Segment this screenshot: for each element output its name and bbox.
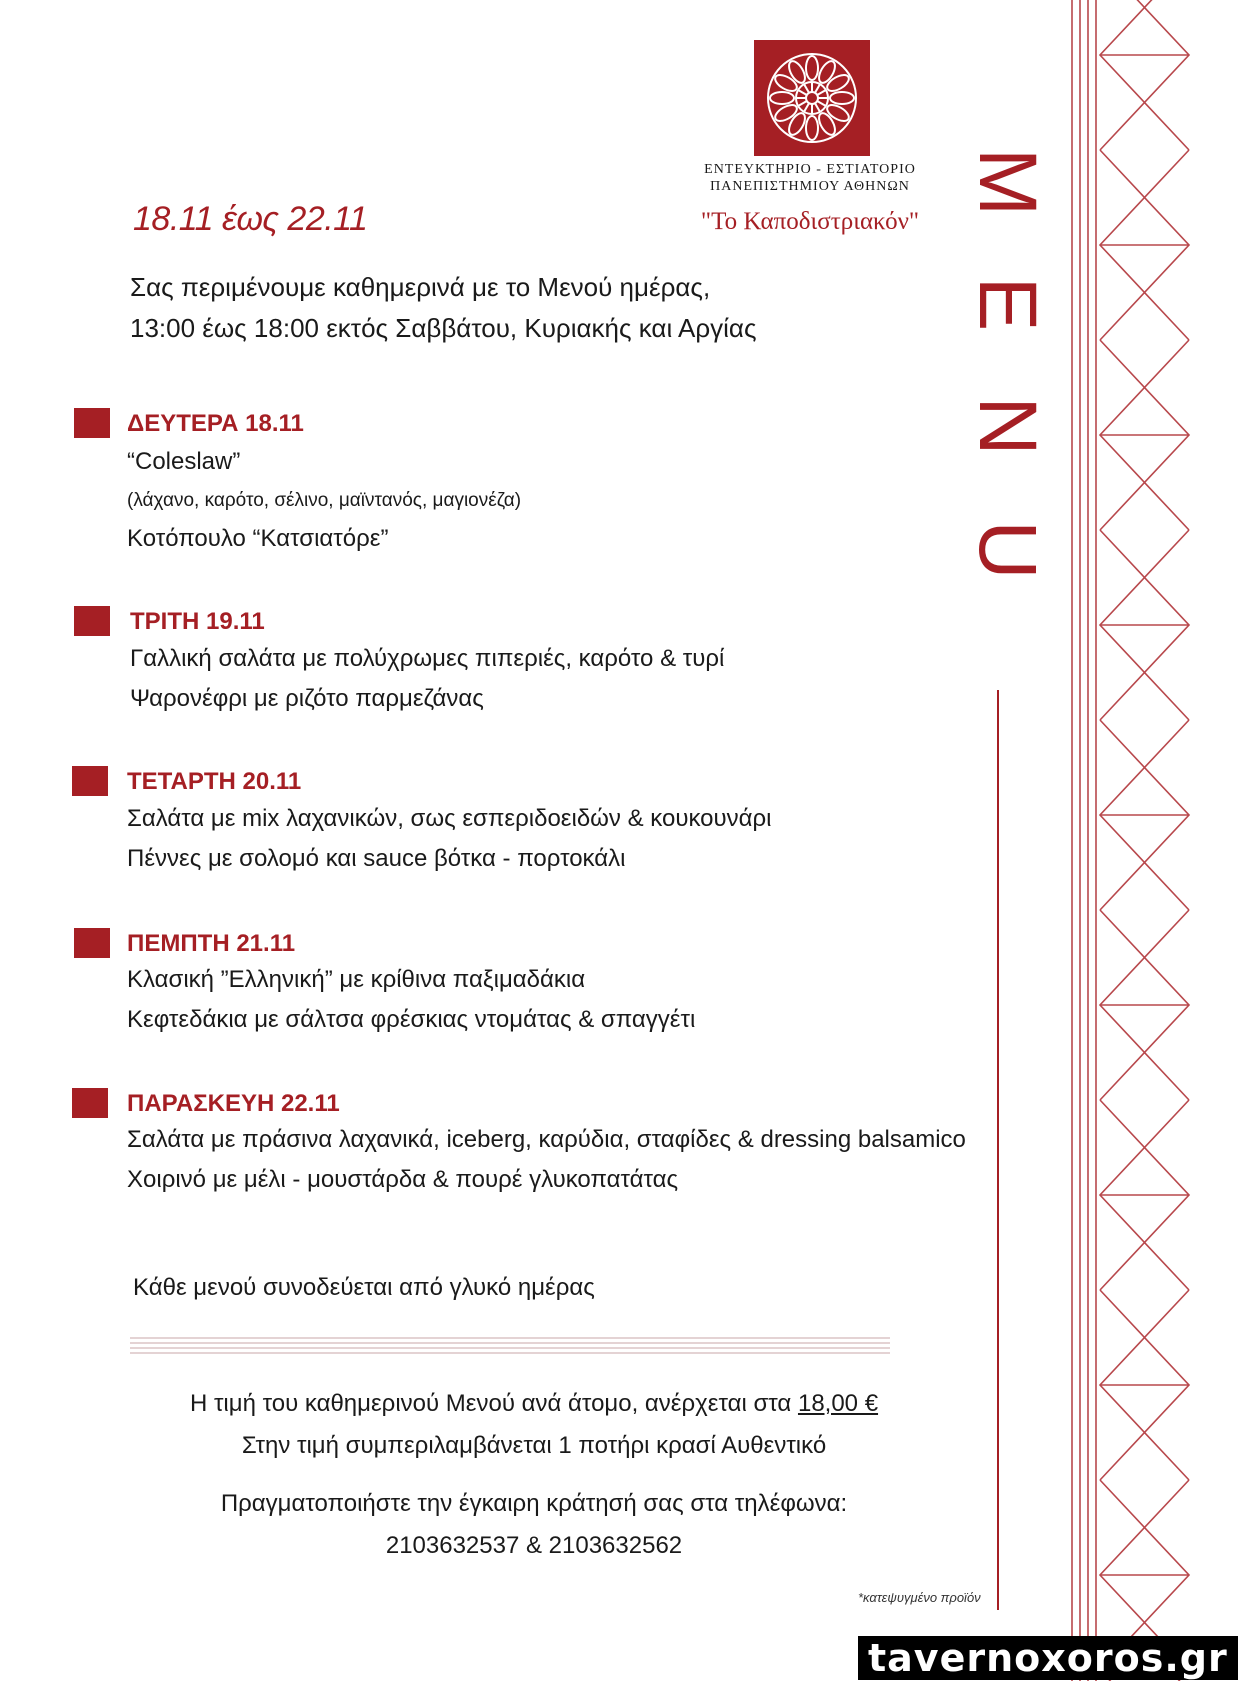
dish: Χοιρινό με μέλι - μουστάρδα & πουρέ γλυκοπατάτας (127, 1166, 679, 1193)
wine-line: Στην τιμή συμπεριλαμβάνεται 1 ποτήρι κρασί Αυθεντικό (241, 1432, 827, 1459)
frozen-note: *κατεψυγμένο προϊόν (858, 1590, 981, 1605)
day-title-thursday: ΠΕΜΠΤΗ 21.11 (127, 930, 296, 957)
menu-letter: U (962, 520, 1053, 580)
price-text: Η τιμή του καθημερινού Μενού ανά άτομο, ανέρχεται στα (189, 1390, 798, 1417)
dish: Γαλλική σαλάτα με πολύχρωμες πιπεριές, καρότο & τυρί (130, 645, 725, 672)
dish: Κλασική ”Ελληνική” με κρίθινα παξιμαδάκια (127, 966, 586, 993)
dish: Κεφτεδάκια με σάλτσα φρέσκιας ντομάτας & σπαγγέτι (127, 1006, 696, 1033)
price-value: 18,00 € (797, 1390, 879, 1417)
day-marker (74, 928, 110, 958)
dish: Κοτόπουλο “Κατσιατόρε” (127, 525, 389, 552)
day-marker (72, 1088, 108, 1118)
dish: Πέννες με σολομό και sauce βότκα - πορτοκάλι (127, 845, 626, 872)
menu-letter: N (962, 396, 1053, 456)
menu-vertical-title (948, 142, 1053, 642)
day-title-tuesday: ΤΡΙΤΗ 19.11 (130, 608, 265, 635)
dish-note: (λάχανο, καρότο, σέλινο, μαϊντανός, μαγιονέζα) (127, 490, 522, 511)
dessert-note: Κάθε μενού συνοδεύεται από γλυκό ημέρας (133, 1274, 595, 1301)
logo-subtitle-line1: ΕΝΤΕΥΚΤΗΡΙΟ - ΕΣΤΙΑΤΟΡΙΟ (704, 162, 916, 177)
restaurant-name: "Το Καποδιστριακόν" (700, 208, 920, 235)
dish: Σαλάτα με mix λαχανικών, σως εσπεριδοειδών & κουκουνάρι (127, 805, 772, 832)
logo-emblem (754, 40, 870, 156)
day-title-monday: ΔΕΥΤΕΡΑ 18.11 (127, 410, 304, 437)
dish: “Coleslaw” (127, 448, 241, 475)
vertical-divider (997, 690, 999, 1610)
decorative-pattern (1068, 0, 1189, 1681)
logo-subtitle-line2: ΠΑΝΕΠΙΣΤΗΜΙΟΥ ΑΘΗΝΩΝ (710, 179, 910, 194)
intro-line1: Σας περιμένουμε καθημερινά με το Μενού ημέρας, (130, 272, 711, 302)
dish: Σαλάτα με πράσινα λαχανικά, iceberg, καρύδια, σταφίδες & dressing balsamico (127, 1126, 966, 1153)
menu-letter: M (962, 147, 1053, 217)
reservation-phones: 2103632537 & 2103632562 (385, 1532, 683, 1559)
day-marker (74, 408, 110, 438)
dish: Ψαρονέφρι με ριζότο παρμεζάνας (130, 685, 484, 712)
reservation-text: Πραγματοποιήστε την έγκαιρη κράτησή σας στα τηλέφωνα: (220, 1490, 848, 1517)
decorative-separator (130, 1335, 890, 1357)
menu-letter: E (962, 276, 1053, 332)
day-title-friday: ΠΑΡΑΣΚΕΥΗ 22.11 (127, 1090, 340, 1117)
watermark: tavernoxoros.gr (858, 1636, 1238, 1680)
date-range: 18.11 έως 22.11 (133, 200, 368, 238)
day-marker (72, 766, 108, 796)
intro-line2: 13:00 έως 18:00 εκτός Σαββάτου, Κυριακής και Αργίας (130, 313, 757, 343)
day-title-wednesday: ΤΕΤΑΡΤΗ 20.11 (127, 768, 302, 795)
price-line (0, 1390, 1068, 1418)
day-marker (74, 606, 110, 636)
